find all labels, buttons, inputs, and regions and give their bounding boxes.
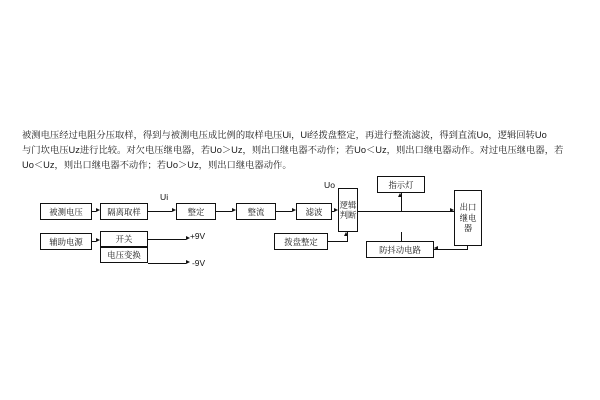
block-indicator-lamp: 指示灯 xyxy=(377,176,425,193)
wire-setting-to-rectifier xyxy=(216,211,232,212)
wire-antishake-to-relay-h xyxy=(434,249,468,250)
arrow-convert-to-minus9v xyxy=(186,260,190,264)
arrow-measured-to-isolation xyxy=(96,208,100,212)
arrow-filter-to-logic xyxy=(334,208,338,212)
block-logic-judge-line2: 判断 xyxy=(339,210,357,220)
wire-rectifier-to-filter xyxy=(276,211,292,212)
block-logic-judge-line1: 逻辑 xyxy=(339,199,357,210)
block-output-relay-line3: 器 xyxy=(463,223,473,234)
description-line-1: 被测电压经过电阻分压取样，得到与被测电压成比例的取样电压Ui，Ui经拨盘整定，再进行整流滤波，得到直流Uo，逻辑回转Uo xyxy=(22,130,547,140)
arrow-rectifier-to-filter xyxy=(292,208,296,212)
block-filter: 滤波 xyxy=(296,203,332,220)
wire-convert-to-plus9v xyxy=(148,239,186,240)
wire-logic-to-output-relay xyxy=(358,211,454,212)
arrow-setting-to-rectifier xyxy=(232,208,236,212)
block-rectifier: 整流 xyxy=(236,203,276,220)
wire-isolation-to-setting xyxy=(148,211,172,212)
block-logic-judge xyxy=(338,188,358,232)
arrow-convert-to-plus9v xyxy=(186,236,190,240)
description-line-3: Uo＜Uz，则出口继电器不动作；若Uo＞Uz，则出口继电器动作。 xyxy=(22,160,292,171)
block-isolation-sampling: 隔离取样 xyxy=(100,203,148,220)
block-output-relay-line1: 出口 xyxy=(459,202,477,213)
arrow-logic-to-output-relay xyxy=(450,208,454,212)
wire-antishake-to-relay-v xyxy=(467,246,468,250)
label-plus-9v: +9V xyxy=(190,231,206,241)
block-setting: 整定 xyxy=(176,203,216,220)
wire-antishake-to-bus xyxy=(401,232,402,241)
arrow-isolation-to-setting xyxy=(172,208,176,212)
arrow-aux-to-switch xyxy=(96,238,100,242)
wire-dial-to-logic-h xyxy=(328,241,348,242)
description-line-2: 与门坎电压Uz进行比较。对欠电压继电器，若Uo＞Uz，则出口继电器不动作；若Uo＜Uz，则出口继电器动作。对过电压继电器，若 xyxy=(22,145,564,156)
block-switch: 开关 xyxy=(100,231,148,247)
block-measured-voltage: 被测电压 xyxy=(40,203,92,220)
arrow-dial-to-logic xyxy=(344,232,348,236)
label-minus-9v: -9V xyxy=(192,258,206,268)
block-output-relay-line2: 继电 xyxy=(459,212,477,223)
block-aux-power: 辅助电源 xyxy=(40,233,92,250)
signal-label-ui: Ui xyxy=(160,192,169,202)
block-anti-shake-circuit: 防抖动电路 xyxy=(366,241,434,258)
block-dial-setting: 拨盘整定 xyxy=(274,233,328,250)
arrow-to-indicator-lamp xyxy=(398,193,402,197)
block-voltage-convert: 电压变换 xyxy=(100,247,148,263)
arrow-relay-to-antishake xyxy=(434,246,438,250)
wire-convert-to-minus9v xyxy=(148,263,186,264)
block-output-relay xyxy=(454,190,482,246)
signal-label-uo: Uo xyxy=(324,180,335,190)
